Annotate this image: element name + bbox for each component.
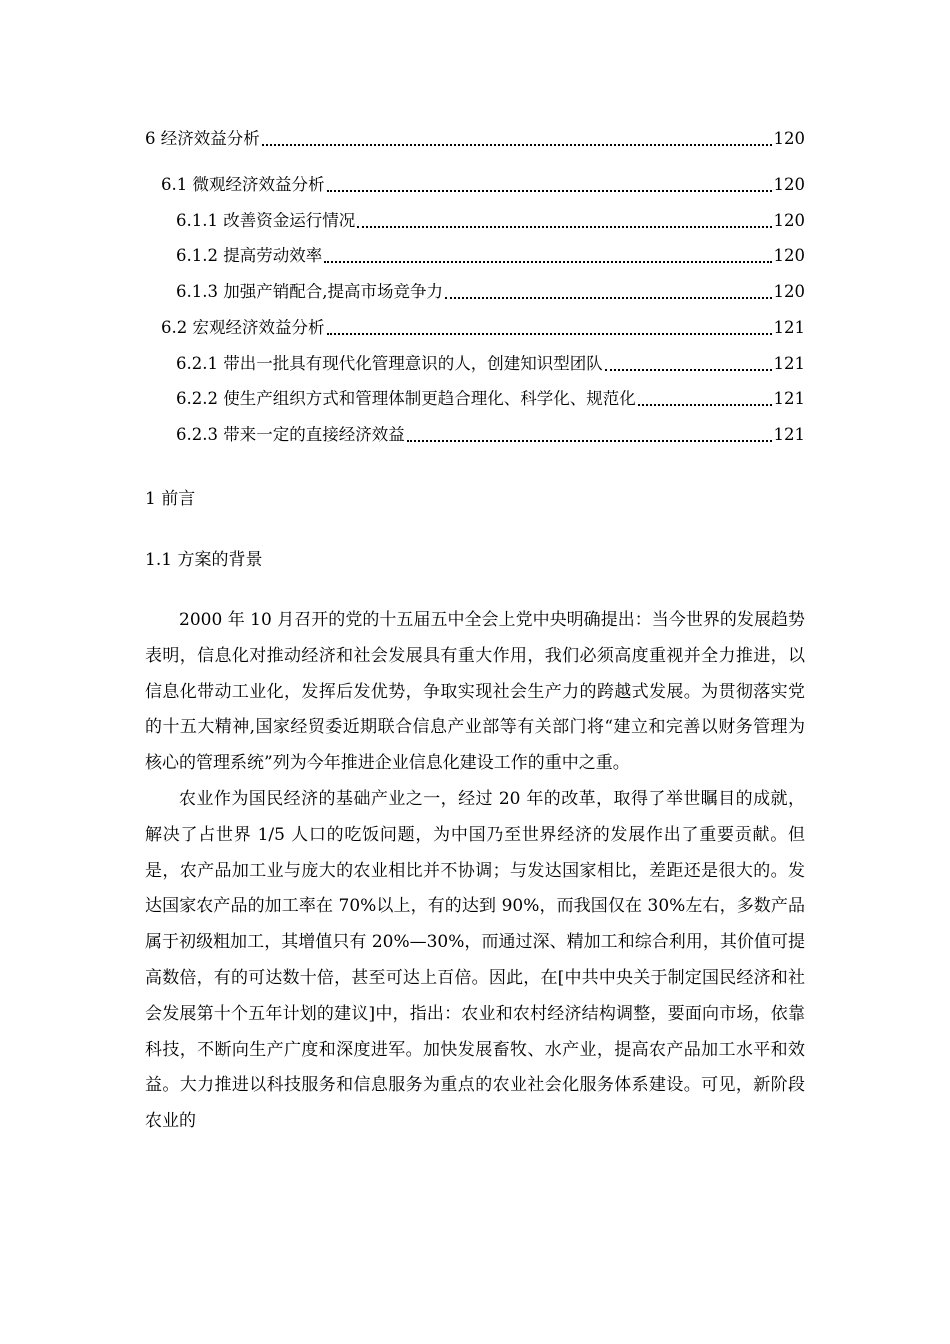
toc-entry-page: 120 <box>773 129 805 148</box>
toc-entry[interactable] <box>161 170 805 200</box>
toc-entry-page: 120 <box>773 211 805 230</box>
body-text <box>145 603 805 1140</box>
toc-entry-label: 6.1 微观经济效益分析 <box>161 175 325 194</box>
toc-entry-label: 6.2.1 带出一批具有现代化管理意识的人，创建知识型团队 <box>176 354 603 373</box>
toc-entry-label: 6.1.2 提高劳动效率 <box>176 246 323 265</box>
toc-entry-page: 121 <box>773 389 805 408</box>
toc-entry[interactable] <box>176 277 805 307</box>
toc-leader-dots <box>357 226 771 228</box>
section-heading: 1 前言 <box>145 489 196 509</box>
toc-entry-label: 6.1.1 改善资金运行情况 <box>176 211 356 230</box>
toc-entry-page: 121 <box>773 354 805 373</box>
toc-entry-label: 6.2.2 使生产组织方式和管理体制更趋合理化、科学化、规范化 <box>176 389 636 408</box>
toc-entry-page: 120 <box>773 282 805 301</box>
toc-entry[interactable] <box>161 313 805 343</box>
toc-leader-dots <box>407 440 772 442</box>
toc-entry[interactable] <box>176 420 805 450</box>
toc-entry-label: 6.2 宏观经济效益分析 <box>161 318 325 337</box>
toc-entry[interactable] <box>176 384 805 414</box>
paragraph: 农业作为国民经济的基础产业之一，经过 20 年的改革，取得了举世瞩目的成就，解决了占世界 1/5 人口的吃饭问题，为中国乃至世界经济的发展作出了重要贡献。但是，农产品加工业与庞大的农业相比并不协调；与发达国家相比，差距还是很大的。发达国家农产品的加工率在 70%以上，有的达到 90%，而我国仅在 30%左右，多数产品属于初级粗加工，其增值只有 20%—30%，而通过深、精加工和综合利用，其价值可提高数倍，有的可达数十倍，甚至可达上百倍。因此，在[中共中央关于制定国民经济和社会发展第十个五年计划的建议]中，指出：农业和农村经济结构调整，要面向市场，依靠科技，不断向生产广度和深度进军。加快发展畜牧、水产业，提高农产品加工水平和效益。大力推进以科技服务和信息服务为重点的农业社会化服务体系建设。可见，新阶段农业的 <box>145 788 805 1132</box>
toc-leader-dots <box>445 297 772 299</box>
toc-entry-label: 6 经济效益分析 <box>145 129 260 148</box>
toc-leader-dots <box>327 190 772 192</box>
toc-entry[interactable] <box>176 241 805 271</box>
toc-entry-label: 6.1.3 加强产销配合,提高市场竞争力 <box>176 282 443 301</box>
toc-leader-dots <box>638 404 772 406</box>
toc-entry-page: 120 <box>773 246 805 265</box>
toc-entry[interactable] <box>176 206 805 236</box>
toc-leader-dots <box>324 261 771 263</box>
toc-entry-label: 6.2.3 带来一定的直接经济效益 <box>176 425 405 444</box>
toc-entry-page: 121 <box>773 425 805 444</box>
toc-entry[interactable] <box>145 124 805 154</box>
toc-leader-dots <box>605 369 772 371</box>
paragraph: 2000 年 10 月召开的党的十五届五中全会上党中央明确提出：当今世界的发展趋势表明，信息化对推动经济和社会发展具有重大作用，我们必须高度重视并全力推进，以信息化带动工业化，发挥后发优势，争取实现社会生产力的跨越式发展。为贯彻落实党的十五大精神,国家经贸委近期联合信息产业部等有关部门将“建立和完善以财务管理为核心的管理系统”列为今年推进企业信息化建设工作的重中之重。 <box>145 610 805 774</box>
toc-leader-dots <box>262 144 772 146</box>
toc-entry[interactable] <box>176 349 805 379</box>
toc-leader-dots <box>327 333 772 335</box>
toc-entry-page: 120 <box>773 175 805 194</box>
toc-entry-page: 121 <box>773 318 805 337</box>
subsection-heading: 1.1 方案的背景 <box>145 550 263 570</box>
